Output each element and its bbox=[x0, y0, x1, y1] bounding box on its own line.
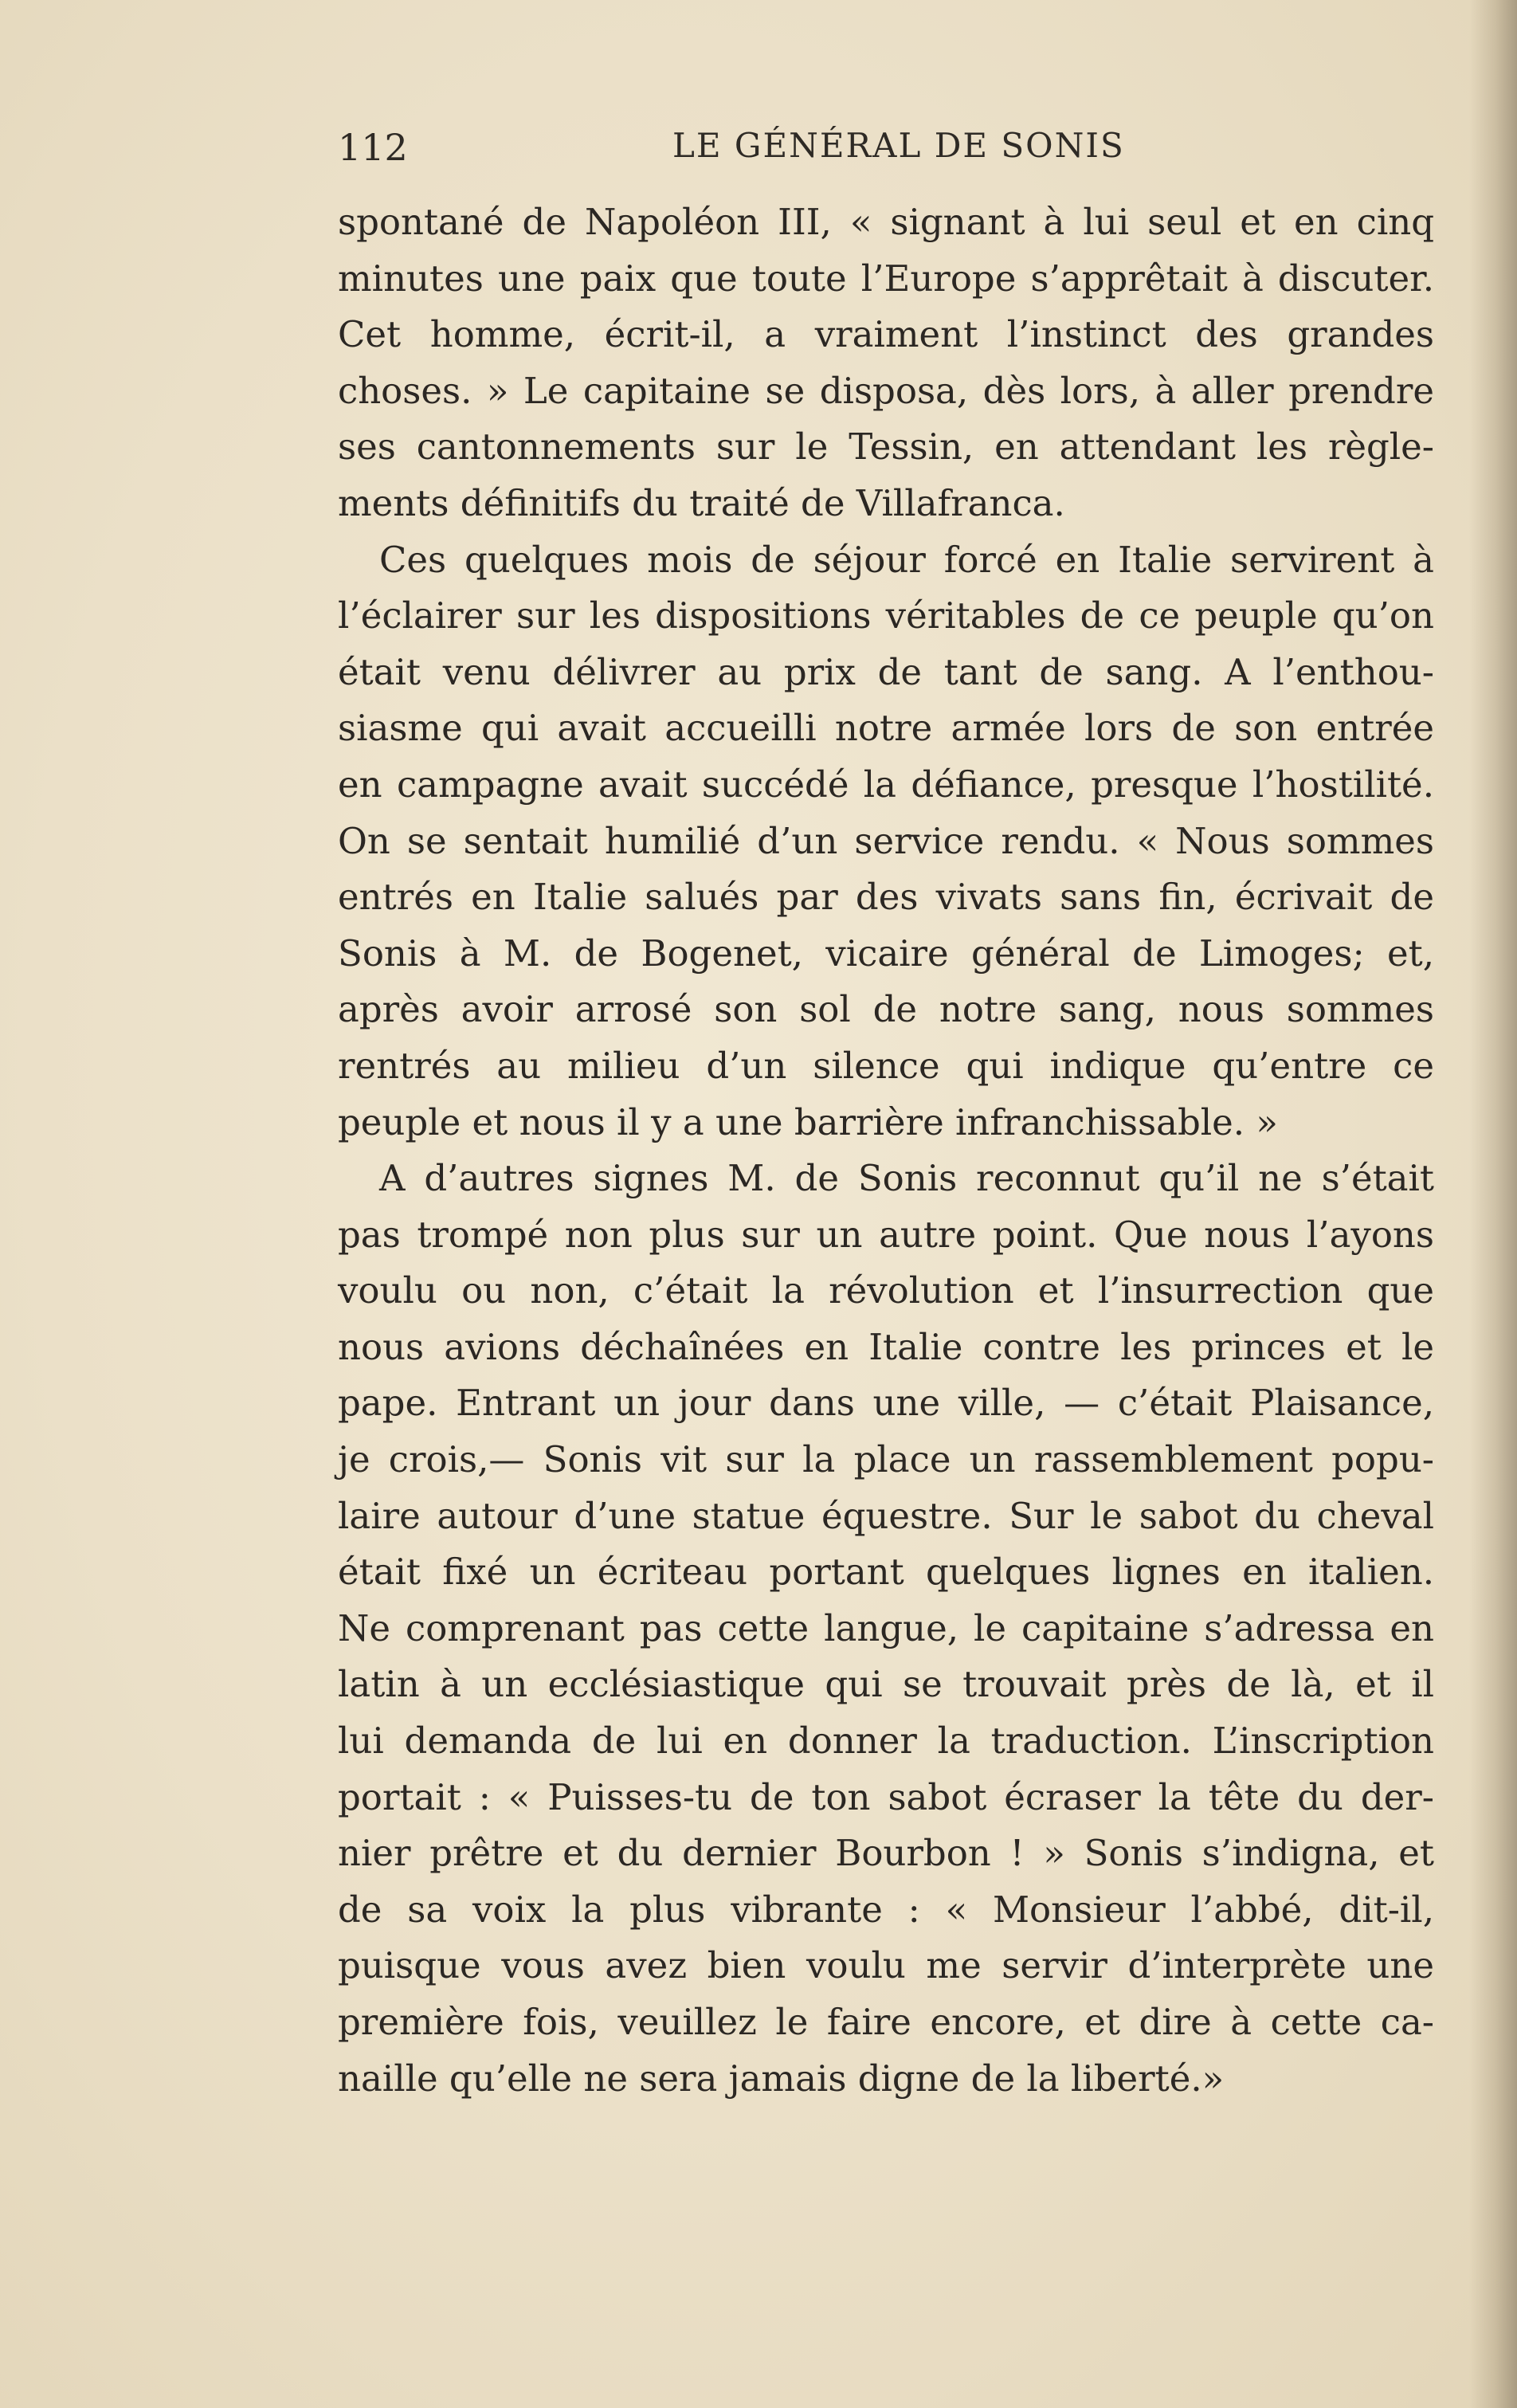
text-line: pas trompé non plus sur un autre point. Que nous l’ayons bbox=[338, 1213, 1434, 1256]
text-line: ses cantonnements sur le Tessin, en attendant les règle- bbox=[338, 426, 1434, 469]
running-title: LE GÉNÉRAL DE SONIS bbox=[672, 126, 1125, 165]
text-line: Sonis à M. de Bogenet, vicaire général de Limoges; et, bbox=[338, 931, 1434, 975]
page-header bbox=[338, 120, 1431, 175]
text-line: l’éclairer sur les dispositions véritables de ce peuple qu’on bbox=[338, 594, 1434, 637]
text-line: peuple et nous il y a une barrière infranchissable. » bbox=[338, 1100, 1278, 1143]
text-line: A d’autres signes M. de Sonis reconnut qu’il ne s’était bbox=[379, 1157, 1434, 1200]
text-line: Ces quelques mois de séjour forcé en Italie servirent à bbox=[379, 538, 1434, 581]
text-line: naille qu’elle ne sera jamais digne de la liberté.» bbox=[338, 2057, 1225, 2100]
text-line: On se sentait humilié d’un service rendu. « Nous sommes bbox=[338, 819, 1434, 862]
text-line: nier prêtre et du dernier Bourbon ! » Sonis s’indigna, et bbox=[338, 1832, 1434, 1875]
text-line: ments définitifs du traité de Villafranca. bbox=[338, 481, 1065, 524]
page-number: 112 bbox=[338, 126, 408, 169]
body-text bbox=[338, 194, 1434, 2107]
text-line: minutes une paix que toute l’Europe s’apprêtait à discuter. bbox=[338, 257, 1434, 300]
text-line: voulu ou non, c’était la révolution et l’insurrection que bbox=[338, 1269, 1434, 1312]
text-line: pape. Entrant un jour dans une ville, — c’était Plaisance, bbox=[338, 1382, 1434, 1425]
text-line: spontané de Napoléon III, « signant à lui seul et en cinq bbox=[338, 201, 1434, 243]
text-line: portait : « Puisses-tu de ton sabot écraser la tête du der- bbox=[338, 1775, 1434, 1818]
text-line: était venu délivrer au prix de tant de sang. A l’enthou- bbox=[338, 650, 1434, 693]
text-line: siasme qui avait accueilli notre armée lors de son entrée bbox=[338, 707, 1434, 750]
text-line: choses. » Le capitaine se disposa, dès lors, à aller prendre bbox=[338, 369, 1434, 412]
text-line: de sa voix la plus vibrante : « Monsieur l’abbé, dit-il, bbox=[338, 1888, 1434, 1931]
text-line: entrés en Italie salués par des vivats sans fin, écrivait de bbox=[338, 876, 1434, 919]
text-line: latin à un ecclésiastique qui se trouvait près de là, et il bbox=[338, 1663, 1434, 1706]
text-line: puisque vous avez bien voulu me servir d’interprète une bbox=[338, 1944, 1434, 1987]
text-line: était fixé un écriteau portant quelques lignes en italien. bbox=[338, 1551, 1434, 1594]
text-line: Cet homme, écrit-il, a vraiment l’instinct des grandes bbox=[338, 313, 1434, 356]
binding-shadow bbox=[1469, 0, 1517, 2408]
text-line: je crois,— Sonis vit sur la place un rassemblement popu- bbox=[338, 1438, 1434, 1481]
text-line: Ne comprenant pas cette langue, le capitaine s’adressa en bbox=[338, 1606, 1434, 1649]
text-line: première fois, veuillez le faire encore, et dire à cette ca- bbox=[338, 2001, 1434, 2043]
text-line: en campagne avait succédé la défiance, presque l’hostilité. bbox=[338, 763, 1434, 806]
text-line: rentrés au milieu d’un silence qui indique qu’entre ce bbox=[338, 1044, 1434, 1087]
text-line: après avoir arrosé son sol de notre sang, nous sommes bbox=[338, 988, 1434, 1031]
text-line: laire autour d’une statue équestre. Sur le sabot du cheval bbox=[338, 1494, 1434, 1537]
text-line: nous avions déchaînées en Italie contre les princes et le bbox=[338, 1325, 1434, 1368]
text-line: lui demanda de lui en donner la traduction. L’inscription bbox=[338, 1720, 1434, 1763]
